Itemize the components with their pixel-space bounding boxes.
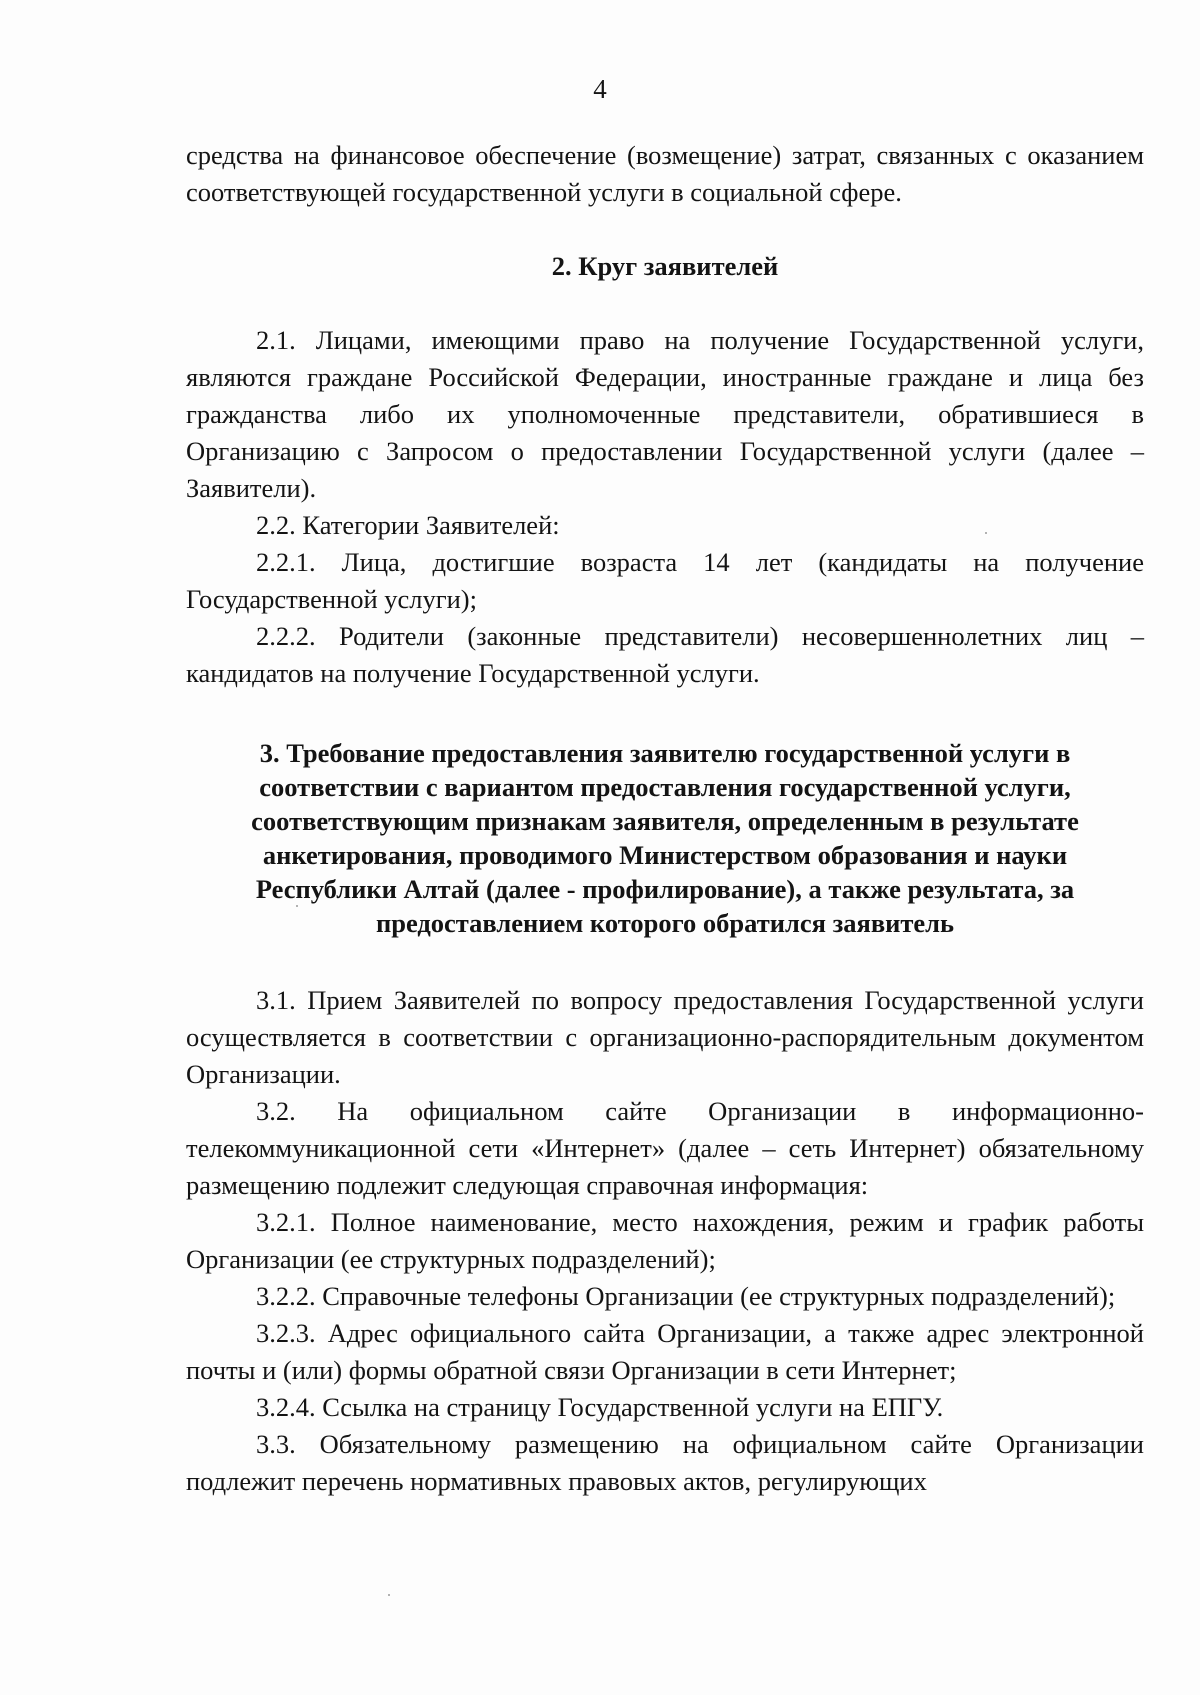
scan-speck (388, 1594, 390, 1596)
paragraph-2-1: 2.1. Лицами, имеющими право на получение Государственной услуги, являются граждане Российской Федерации, иностранные граждане и лица без гражданства либо их уполномоченные представители, обратившиеся в Организацию с Запросом о предоставлении Государственной услуги (далее – Заявители). (186, 325, 1144, 503)
paragraph-3-2-2: 3.2.2. Справочные телефоны Организации (ее структурных подразделений); (256, 1281, 1116, 1311)
paragraph-2-2-1: 2.2.1. Лица, достигшие возраста 14 лет (кандидаты на получение Государственной услуги); (186, 547, 1144, 614)
section-3-heading: 3. Требование предоставления заявителю государственной услуги в соответствии с вариантом предоставления государственной услуги, соответствующим признакам заявителя, определенным в результате анкетирования, проводимого Министерством образования и науки Республики Алтай (далее - профилирование), а также результата, за предоставлением которого обратился заявитель (251, 738, 1079, 938)
paragraph-3-1: 3.1. Прием Заявителей по вопросу предоставления Государственной услуги осуществляется в соответствии с организационно-распорядительным документом Организации. (186, 985, 1144, 1089)
scan-speck (296, 905, 298, 907)
paragraph-3-2-3: 3.2.3. Адрес официального сайта Организации, а также адрес электронной почты и (или) формы обратной связи Организации в сети Интернет; (186, 1318, 1144, 1385)
intro-paragraph: средства на финансовое обеспечение (возмещение) затрат, связанных с оказанием соответствующей государственной услуги в социальной сфере. (186, 140, 1144, 207)
paragraph-2-2: 2.2. Категории Заявителей: (256, 510, 560, 540)
scan-speck (985, 532, 987, 534)
paragraph-2-2-2: 2.2.2. Родители (законные представители) несовершеннолетних лиц – кандидатов на получение Государственной услуги. (186, 621, 1144, 688)
paragraph-3-2-1: 3.2.1. Полное наименование, место нахождения, режим и график работы Организации (ее структурных подразделений); (186, 1207, 1144, 1274)
section-2-heading: 2. Круг заявителей (551, 251, 779, 281)
page-number: 4 (593, 74, 607, 104)
paragraph-3-2: 3.2. На официальном сайте Организации в информационно-телекоммуникационной сети «Интернет» (далее – сеть Интернет) обязательному размещению подлежит следующая справочная информация: (186, 1096, 1144, 1200)
paragraph-3-2-4: 3.2.4. Ссылка на страницу Государственной услуги на ЕПГУ. (256, 1392, 944, 1422)
document-body (186, 137, 1144, 1500)
paragraph-3-3: 3.3. Обязательному размещению на официальном сайте Организации подлежит перечень нормативных правовых актов, регулирующих (186, 1429, 1144, 1496)
